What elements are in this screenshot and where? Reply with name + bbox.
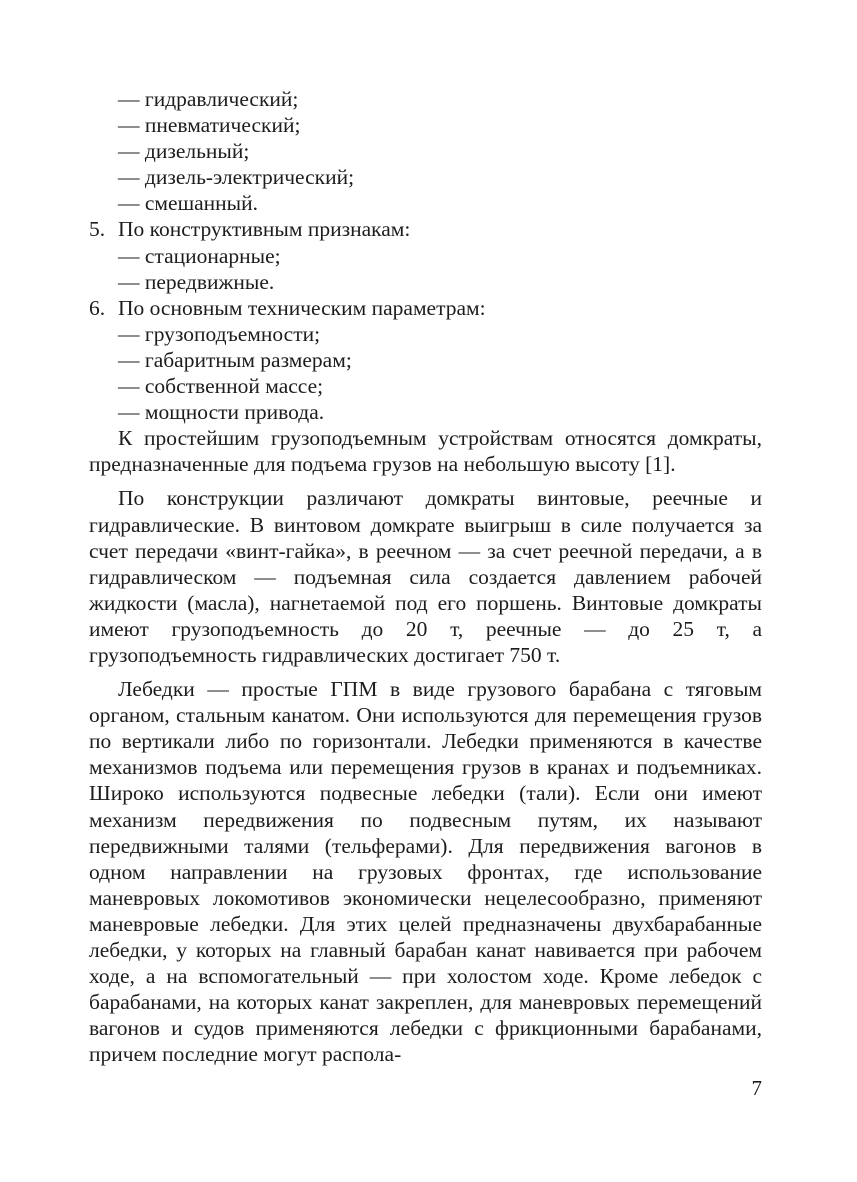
list-item-param-2: — габаритным размерам; bbox=[118, 347, 352, 372]
list-item-drive-1: — гидравлический; bbox=[118, 87, 299, 111]
paragraph-jacks-intro: К простейшим грузоподъемным устройствам относятся домкраты, предназначенные для подъема грузов на небольшую высоту [1]. bbox=[89, 426, 762, 477]
list-item-drive-4: — дизель-электрический; bbox=[118, 165, 355, 190]
item-number: 6. bbox=[89, 295, 106, 320]
item-title: По конструктивным признакам: bbox=[118, 217, 411, 242]
list-item-param-1: — грузоподъемности; bbox=[118, 321, 321, 346]
list-item-drive-5: — смешанный. bbox=[118, 191, 259, 216]
numbered-item-6 bbox=[89, 295, 762, 321]
paragraph-winches: Лебедки — простые ГПМ в виде грузового барабана с тяговым органом, стальным канатом. Они используются для перемещения грузов по вертикали либо по горизонтали. Лебедки применяются в качестве механизмов подъема или перемещения грузов в кранах и подъемниках. Широко используются подвесные лебедки (тали). Если они имеют механизм передвижения по подвесным путям, их называют передвижными талями (тельферами). Для передвижения вагонов в одном направлении на грузовых фронтах, где использование маневровых локомотивов экономически нецелесообразно, применяют маневровые лебедки. Для этих целей предназначены двухбарабанные лебедки, у которых на главный барабан канат навивается при рабочем ходе, а на вспомогательный — при холостом ходе. Кроме лебедок с барабанами, на которых канат закреплен, для маневровых перемещений вагонов и судов применяются лебедки с фрикционными барабанами, причем последние могут распола- bbox=[89, 677, 762, 1067]
list-item-drive-3: — дизельный; bbox=[118, 139, 250, 164]
list-item-drive-2: — пневматический; bbox=[118, 113, 301, 138]
page-body bbox=[89, 86, 762, 1067]
item-number: 5. bbox=[89, 217, 106, 242]
list-item-param-3: — собственной массе; bbox=[118, 374, 324, 399]
list-item-design-1: — стационарные; bbox=[118, 243, 281, 268]
page-number: 7 bbox=[751, 1076, 762, 1100]
item-title: По основным техническим параметрам: bbox=[118, 295, 486, 320]
numbered-item-5 bbox=[89, 216, 762, 242]
list-item-param-4: — мощности привода. bbox=[118, 400, 325, 425]
paragraph-jacks-types: По конструкции различают домкраты винтовые, реечные и гидравлические. В винтовом домкрате выигрыш в силе получается за счет передачи «винт-гайка», в реечном — за счет реечной передачи, а в гидравлическом — подъемная сила создается давлением рабочей жидкости (масла), нагнетаемой под его поршень. Винтовые домкраты имеют грузоподъемность до 20 т, реечные — до 25 т, а грузоподъемность гидравлических достигает 750 т. bbox=[89, 486, 762, 667]
list-item-design-2: — передвижные. bbox=[118, 269, 275, 294]
